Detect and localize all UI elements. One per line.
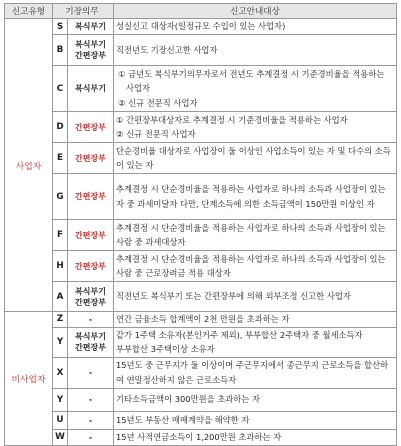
table-row [5,327,397,357]
row-target: 직전년도 기장신고한 사업자 [114,35,397,66]
table-row [5,251,397,282]
row-bookkeeping: 간편장부 [68,143,114,174]
row-target: ① 금년도 복식부기의무자로서 전년도 추계결정 시 기준경비율을 적용하는 사업자 ② 신규 전문직 사업자 [114,66,397,112]
row-target: 기타소득금액이 300만원을 초과하는 자 [114,388,397,411]
row-type: W [53,429,68,445]
table-row [5,429,397,445]
table-row [5,174,397,220]
row-bookkeeping: 간편장부 [68,220,114,251]
row-target: 단순경비율 대상자로 사업장이 둘 이상인 사업소득이 있는 자 및 다수의 소득이 있는 자 [114,143,397,174]
row-bookkeeping: 복식부기 간편장부 [68,35,114,66]
row-target: 성실신고 대상자(일정규모 수입이 있는 사업자) [114,19,397,35]
row-type: B [53,35,68,66]
row-bookkeeping: - [68,411,114,429]
row-target: 추계결정 시 단순경비율을 적용하는 사업자로 하나의 소득과 사업장이 있는 사람 중 근로장려금 적용 대상자 [114,251,397,282]
header-bookkeeping: 기장의무 [53,4,114,19]
table-row [5,19,397,35]
row-target: 15년도 부동산 매매계약을 해약한 자 [114,411,397,429]
row-bookkeeping: - [68,388,114,411]
table-row [5,282,397,312]
table-row [5,357,397,388]
table-row [5,143,397,174]
row-type: G [53,174,68,220]
header-filing-target: 신고안내대상 [114,4,397,19]
header-filing-type: 신고유형 [5,4,53,19]
row-type: H [53,251,68,282]
row-type: F [53,220,68,251]
row-target: 연간 금융소득 합계액이 2천 만원을 초과하는 자 [114,312,397,328]
row-target: 직전년도 복식부기 또는 간편장부에 의해 외부조정 신고한 사업자 [114,282,397,312]
tax-filing-table [4,3,397,446]
row-bookkeeping: 복식부기 간편장부 [68,327,114,357]
row-type: E [53,143,68,174]
row-target: 15년도 중 근무지가 둘 이상이며 주근무지에서 종근무지 근로소득을 합산하여 연말정산하지 않은 근로소득자 [114,357,397,388]
category-non-business: 비사업자 [5,312,53,446]
row-bookkeeping: 간편장부 [68,251,114,282]
row-type: Y [53,388,68,411]
row-target: 같가 1주택 소유자(본인거주 제외), 부부합산 2주택자 중 월세소득자 부부합산 3주택이상 소유자 [114,327,397,357]
row-target: 15년 사적연금소득이 1,200만원 초과하는 자 [114,429,397,445]
row-target: ① 간편장부대상자로 추계결정 시 기준경비율을 적용하는 사업자 ② 신규 전문직 사업자 [114,112,397,143]
row-bookkeeping: - [68,357,114,388]
table-row [5,411,397,429]
table-row [5,66,397,112]
row-type: A [53,282,68,312]
row-bookkeeping: - [68,429,114,445]
row-bookkeeping: 복식부기 간편장부 [68,282,114,312]
table-row [5,112,397,143]
row-target: 추계결정 시 단순경비율을 적용하는 사업자로 하나의 소득과 사업장이 있는 사람 중 과세대상자 [114,220,397,251]
row-bookkeeping: 간편장부 [68,174,114,220]
row-bookkeeping: - [68,312,114,328]
row-type: Y [53,327,68,357]
row-type: Z [53,312,68,328]
row-bookkeeping: 간편장부 [68,112,114,143]
category-business: 사업자 [5,19,53,312]
row-target: 추계결정 시 단순경비율을 적용하는 사업자로 하나의 소득과 사업장이 있는 자 중 과세미달자 다만, 단계소득에 의한 소득금액이 150만원 이상인 자 [114,174,397,220]
row-type: U [53,411,68,429]
table-row [5,35,397,66]
row-type: D [53,112,68,143]
row-bookkeeping: 복식부기 [68,66,114,112]
row-type: C [53,66,68,112]
table-row [5,220,397,251]
table-header-row [5,4,397,19]
row-type: S [53,19,68,35]
row-type: X [53,357,68,388]
table-row [5,312,397,328]
row-bookkeeping: 복식부기 [68,19,114,35]
